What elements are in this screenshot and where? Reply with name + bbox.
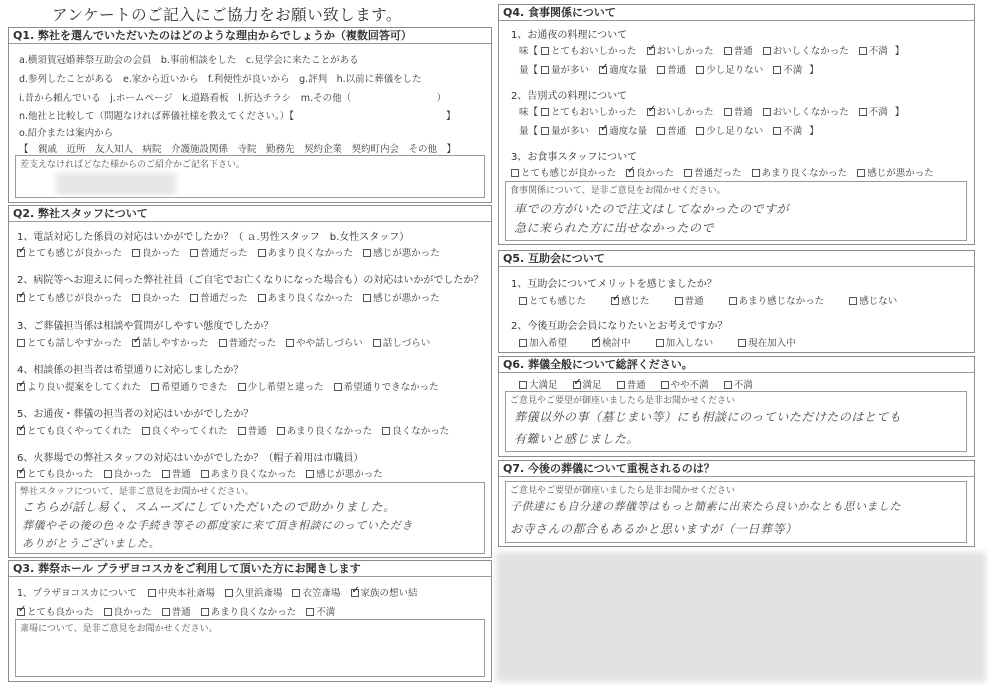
hall-option[interactable]: ✓ 家族の想い結 [351, 585, 418, 599]
checkbox[interactable] [238, 383, 246, 391]
q2-comment-prompt: 弊社スタッフについて、是非ご意見をお聞かせください。 [20, 487, 254, 497]
q1-line-1[interactable]: a.横須賀冠婚葬祭互助会の会員 b.事前相談をした c.見学会に来たことがある [19, 55, 359, 66]
option[interactable]: 普通だった [190, 245, 248, 259]
q4-comment-box[interactable] [505, 181, 967, 241]
option[interactable]: 大満足 [519, 377, 558, 391]
option[interactable]: あまり感じなかった [729, 293, 825, 307]
checkbox[interactable] [151, 383, 159, 391]
option[interactable]: ✓ 満足 [573, 377, 602, 391]
option[interactable]: ✓ おいしかった [647, 104, 714, 118]
checkbox[interactable] [724, 108, 732, 116]
handwritten-line: 車での方がいたので注文はしてなかったのですが [514, 202, 790, 216]
checkbox[interactable] [675, 297, 683, 305]
q3-heading: Q3. 葬祭ホール プラザヨコスカをご利用して頂いた方にお聞きします [9, 561, 491, 577]
option[interactable]: 不満 [724, 377, 753, 391]
q7-section [498, 460, 975, 547]
option[interactable]: ✓ 話しやすかった [132, 335, 209, 349]
option[interactable]: ✓とても良くやってくれた [17, 423, 132, 437]
handwritten-line: お寺さんの都合もあるかと思いますが（一日葬等） [510, 522, 798, 536]
option[interactable]: ✓とても感じが良かった [17, 290, 122, 304]
q4-heading: Q4. 食事関係について [499, 5, 974, 21]
option[interactable]: 普通だった [684, 165, 742, 179]
option[interactable]: 良かった [132, 290, 180, 304]
q7-comment-prompt: ご意見やご要望が御座いましたら是非お聞かせください [510, 486, 736, 496]
option[interactable]: 現在加入中 [738, 335, 796, 349]
checkbox[interactable] [696, 127, 704, 135]
option[interactable]: 良くなかった [382, 423, 449, 437]
q5-section [498, 250, 975, 353]
handwritten-line: 子供達にも自分達の葬儀等はもっと簡素に出来たら良いかなとも思いました [510, 500, 901, 513]
checkbox-checked[interactable] [599, 127, 607, 135]
checkbox[interactable] [190, 249, 198, 257]
checkbox-checked[interactable] [132, 339, 140, 347]
option[interactable]: あまり良くなかった [201, 466, 297, 480]
checkbox[interactable] [162, 608, 170, 616]
q2-options-6 [17, 466, 390, 480]
checkbox[interactable] [225, 589, 233, 597]
checkbox[interactable] [201, 470, 209, 478]
option[interactable]: ✓より良い提案をしてくれた [17, 379, 141, 393]
option[interactable]: ✓ 感じた [611, 293, 650, 307]
q2-question-3: 3、ご葬儀担当係は相談や質問がしやすい態度でしたか？ [17, 321, 274, 332]
q1-comment-prompt: 差支えなければどなた様からのご紹介かご記名下さい。 [20, 160, 246, 170]
q1-line-6[interactable]: 【 親戚 近所 友人知人 病院 介護施設関係 寺院 勤務先 契約企業 契約町内会 その他 】 [19, 144, 457, 155]
option[interactable]: ✓ 良かった [626, 165, 674, 179]
option[interactable]: 感じが悪かった [363, 290, 440, 304]
option[interactable]: 普通 [162, 466, 191, 480]
option[interactable]: 良くやってくれた [142, 423, 228, 437]
checkbox[interactable] [859, 108, 867, 116]
q3-options [17, 604, 342, 618]
q1-line-5[interactable]: o.紹介または案内から [19, 128, 114, 139]
checkbox-checked[interactable] [599, 66, 607, 74]
q1-heading: Q1. 弊社を選んでいただいたのはどのような理由からでしょうか（複数回答可） [9, 28, 491, 44]
handwritten-line: 急に来られた方に出せなかったので [514, 221, 715, 235]
option[interactable]: 加入希望 [519, 335, 567, 349]
option[interactable]: ✓ 適度な量 [599, 123, 647, 137]
checkbox[interactable] [17, 339, 25, 347]
option[interactable]: おいしくなかった [763, 43, 849, 57]
q3-question-row [17, 585, 425, 599]
option[interactable]: 感じが悪かった [306, 466, 383, 480]
q3-comment-box[interactable] [15, 619, 485, 677]
handwritten-line: ありがとうございました。 [22, 537, 160, 550]
option[interactable]: 加入しない [656, 335, 714, 349]
checkbox[interactable] [363, 294, 371, 302]
checkbox[interactable] [162, 470, 170, 478]
option[interactable]: 不満 [306, 604, 335, 618]
option[interactable]: 感じが悪かった [857, 165, 934, 179]
checkbox[interactable] [306, 608, 314, 616]
checkbox[interactable] [541, 66, 549, 74]
option[interactable]: 普通 [724, 43, 753, 57]
taste-label: 味 [519, 46, 529, 57]
option[interactable]: 話しづらい [373, 335, 431, 349]
checkbox[interactable] [306, 470, 314, 478]
checkbox[interactable] [724, 381, 732, 389]
checkbox[interactable] [849, 297, 857, 305]
option[interactable]: 普通 [238, 423, 267, 437]
checkbox-checked[interactable] [17, 294, 25, 302]
checkbox-checked[interactable] [647, 47, 655, 55]
q2-options-3 [17, 335, 437, 349]
option[interactable]: あまり良くなかった [258, 290, 354, 304]
checkbox[interactable] [286, 339, 294, 347]
option[interactable]: ✓とても感じが良かった [17, 245, 122, 259]
option[interactable]: 不満 [773, 62, 802, 76]
checkbox[interactable] [661, 381, 669, 389]
q1-section [8, 27, 492, 203]
option[interactable]: 不満 [859, 43, 888, 57]
checkbox[interactable] [132, 294, 140, 302]
checkbox[interactable] [373, 339, 381, 347]
q6-options [519, 377, 760, 391]
option[interactable]: 良かった [104, 604, 152, 618]
checkbox-checked[interactable] [351, 589, 359, 597]
redacted-name-blur [56, 173, 176, 195]
checkbox[interactable] [657, 127, 665, 135]
checkbox-checked[interactable] [592, 339, 600, 347]
hall-option[interactable]: 中央本社斎場 [148, 585, 215, 599]
checkbox-checked[interactable] [17, 249, 25, 257]
checkbox[interactable] [657, 66, 665, 74]
option[interactable]: 普通 [675, 293, 704, 307]
q1-line-3[interactable]: i.昔から頼んでいる j.ホームページ k.道路看板 l.折込チラシ m.その他（ ） [19, 93, 447, 104]
option[interactable]: ✓とても良かった [17, 466, 94, 480]
q4-sub2: 2、告別式の料理について [511, 91, 628, 102]
option[interactable]: ✓ おいしかった [647, 43, 714, 57]
option[interactable]: 少し足りない [696, 62, 763, 76]
q4-taste-row-1: 味【 とてもおいしかった ✓ おいしかった 普通 おいしくなかった 不満 】 [519, 43, 904, 57]
handwritten-line: こちらが話し易く、スムーズにしていただいたので助かりました。 [22, 500, 396, 514]
checkbox[interactable] [541, 127, 549, 135]
checkbox[interactable] [684, 169, 692, 177]
checkbox[interactable] [382, 427, 390, 435]
checkbox[interactable] [258, 249, 266, 257]
checkbox[interactable] [201, 608, 209, 616]
option[interactable]: 感じない [849, 293, 897, 307]
checkbox[interactable] [132, 249, 140, 257]
option[interactable]: おいしくなかった [763, 104, 849, 118]
option[interactable]: 量が多い [541, 123, 589, 137]
checkbox-checked[interactable] [626, 169, 634, 177]
checkbox[interactable] [859, 47, 867, 55]
option[interactable]: 少し足りない [696, 123, 763, 137]
hall-option[interactable]: 久里浜斎場 [225, 585, 283, 599]
checkbox[interactable] [763, 47, 771, 55]
option[interactable]: 普通 [657, 62, 686, 76]
q2-question-1: 1、電話対応した係員の対応はいかがでしたか？（ ａ.男性スタッフ b.女性スタッフ） [17, 232, 410, 243]
option[interactable]: 希望通りできた [151, 379, 228, 393]
q2-question-5: 5、お通夜・葬儀の担当者の対応はいかがでしたか？ [17, 409, 254, 420]
q7-comment-box[interactable] [505, 481, 967, 543]
option[interactable]: 良かった [132, 245, 180, 259]
option[interactable]: 普通 [724, 104, 753, 118]
q4-taste-row-2: 味【 とてもおいしかった ✓ おいしかった 普通 おいしくなかった 不満 】 [519, 104, 904, 118]
checkbox[interactable] [519, 339, 527, 347]
option[interactable]: 希望通りできなかった [334, 379, 439, 393]
option[interactable]: 普通 [617, 377, 646, 391]
q4-amount-row-2: 量【 量が多い ✓ 適度な量 普通 少し足りない 不満 】 [519, 123, 819, 137]
checkbox[interactable] [511, 169, 519, 177]
q5-question-1: 1、互助会についてメリットを感じましたか？ [511, 279, 717, 290]
checkbox-checked[interactable] [573, 381, 581, 389]
checkbox[interactable] [857, 169, 865, 177]
checkbox[interactable] [148, 589, 156, 597]
q2-question-2: 2、病院等へお迎えに伺った弊社社員（ご自宅でお亡くなりになった場合も）の対応はいかがでしたか？ [17, 275, 484, 286]
option[interactable]: ✓ 適度な量 [599, 62, 647, 76]
handwritten-line: 葬儀やその後の色々な手続き等その都度家に来て頂き相談にのっていただき [22, 519, 413, 532]
checkbox[interactable] [519, 381, 527, 389]
checkbox[interactable] [219, 339, 227, 347]
checkbox[interactable] [541, 108, 549, 116]
hall-option[interactable]: 衣笠斎場 [292, 585, 340, 599]
option[interactable]: 普通 [162, 604, 191, 618]
q1-line-4[interactable]: n.他社と比較して（問題なければ葬儀社様を教えてください。）【 】 [19, 111, 456, 122]
q7-heading: Q7. 今後の葬儀について重視されるのは？ [499, 461, 974, 477]
checkbox-checked[interactable] [647, 108, 655, 116]
q4-section [498, 4, 975, 245]
q6-comment-box[interactable] [505, 391, 967, 452]
option[interactable]: とても感じた [519, 293, 586, 307]
q2-question-4: 4、相談係の担当者は希望通りに対応しましたか？ [17, 365, 244, 376]
option[interactable]: とてもおいしかった [541, 43, 637, 57]
q5-heading: Q5. 互助会について [499, 251, 974, 267]
checkbox[interactable] [752, 169, 760, 177]
q1-line-2[interactable]: d.参列したことがある e.家から近いから f.利便性が良いから g.評判 h.以前に葬儀をした [19, 74, 422, 85]
option[interactable]: 不満 [773, 123, 802, 137]
amount-label: 量 [519, 65, 529, 76]
q3-section [8, 560, 492, 682]
q3-question: 1、プラザヨコスカについて [17, 588, 137, 599]
checkbox[interactable] [763, 108, 771, 116]
q2-options-4 [17, 379, 446, 393]
checkbox[interactable] [277, 427, 285, 435]
q6-heading: Q6. 葬儀全般について総評ください。 [499, 357, 974, 373]
option[interactable]: ✓ 検討中 [592, 335, 631, 349]
checkbox-checked[interactable] [17, 470, 25, 478]
checkbox[interactable] [190, 294, 198, 302]
option[interactable]: あまり良くなかった [752, 165, 848, 179]
option[interactable]: とてもおいしかった [541, 104, 637, 118]
option[interactable]: あまり良くなかった [201, 604, 297, 618]
q4-sub1: 1、お通夜の料理について [511, 30, 628, 41]
taste-label: 味 [519, 107, 529, 118]
option[interactable]: 不満 [859, 104, 888, 118]
checkbox-checked[interactable] [611, 297, 619, 305]
checkbox[interactable] [773, 127, 781, 135]
checkbox-checked[interactable] [17, 383, 25, 391]
q1-comment-box[interactable] [15, 155, 485, 198]
q4-amount-row-1: 量【 量が多い ✓ 適度な量 普通 少し足りない 不満 】 [519, 62, 819, 76]
option[interactable]: あまり良くなかった [277, 423, 373, 437]
q4-sub3: 3、お食事スタッフについて [511, 152, 638, 163]
checkbox[interactable] [617, 381, 625, 389]
q5-options-1 [519, 293, 904, 307]
option[interactable]: やや不満 [661, 377, 709, 391]
q5-question-2: 2、今後互助会会員になりたいとお考えですか？ [511, 321, 728, 332]
option[interactable]: 量が多い [541, 62, 589, 76]
q2-options-5 [17, 423, 456, 437]
option[interactable]: やや話しづらい [286, 335, 363, 349]
checkbox[interactable] [238, 427, 246, 435]
q6-comment-prompt: ご意見やご要望が御座いましたら是非お聞かせください [510, 396, 736, 406]
checkbox[interactable] [104, 608, 112, 616]
q4-staff-row [511, 165, 941, 179]
q3-comment-prompt: 斎場について、是非ご意見をお聞かせください。 [20, 624, 218, 634]
checkbox[interactable] [541, 47, 549, 55]
option[interactable]: とても感じが良かった [511, 165, 616, 179]
q4-comment-prompt: 食事関係について、是非ご意見をお聞かせください。 [510, 186, 726, 196]
q2-options-2 [17, 290, 447, 304]
handwritten-line: 有難いと感じました。 [514, 432, 640, 446]
option[interactable]: あまり良くなかった [258, 245, 354, 259]
checkbox[interactable] [729, 297, 737, 305]
checkbox[interactable] [292, 589, 300, 597]
page-title: アンケートのご記入にご協力をお願い致します。 [52, 6, 402, 24]
option[interactable]: 良かった [104, 466, 152, 480]
checkbox[interactable] [656, 339, 664, 347]
option[interactable]: とても話しやすかった [17, 335, 122, 349]
checkbox[interactable] [738, 339, 746, 347]
checkbox[interactable] [258, 294, 266, 302]
option[interactable]: 少し希望と違った [238, 379, 324, 393]
q2-comment-box[interactable] [15, 482, 485, 554]
amount-label: 量 [519, 126, 529, 137]
checkbox[interactable] [519, 297, 527, 305]
checkbox[interactable] [142, 427, 150, 435]
redacted-area-blur [496, 552, 986, 682]
q2-section [8, 205, 492, 558]
q2-heading: Q2. 弊社スタッフについて [9, 206, 491, 222]
option[interactable]: ✓とても良かった [17, 604, 94, 618]
checkbox[interactable] [724, 47, 732, 55]
q5-options-2 [519, 335, 803, 349]
option[interactable]: 普通だった [219, 335, 277, 349]
q2-question-6: 6、火葬場での弊社スタッフの対応はいかがでしたか？（帽子着用は市職員） [17, 453, 364, 464]
checkbox[interactable] [104, 470, 112, 478]
checkbox-checked[interactable] [17, 427, 25, 435]
handwritten-line: 葬儀以外の事（墓じまい等）にも相談にのっていただけたのはとても [514, 410, 902, 424]
checkbox[interactable] [696, 66, 704, 74]
option[interactable]: 普通 [657, 123, 686, 137]
checkbox[interactable] [334, 383, 342, 391]
checkbox-checked[interactable] [17, 608, 25, 616]
q2-options-1 [17, 245, 447, 259]
checkbox[interactable] [773, 66, 781, 74]
q6-section [498, 356, 975, 457]
checkbox[interactable] [363, 249, 371, 257]
option[interactable]: 感じが悪かった [363, 245, 440, 259]
option[interactable]: 普通だった [190, 290, 248, 304]
